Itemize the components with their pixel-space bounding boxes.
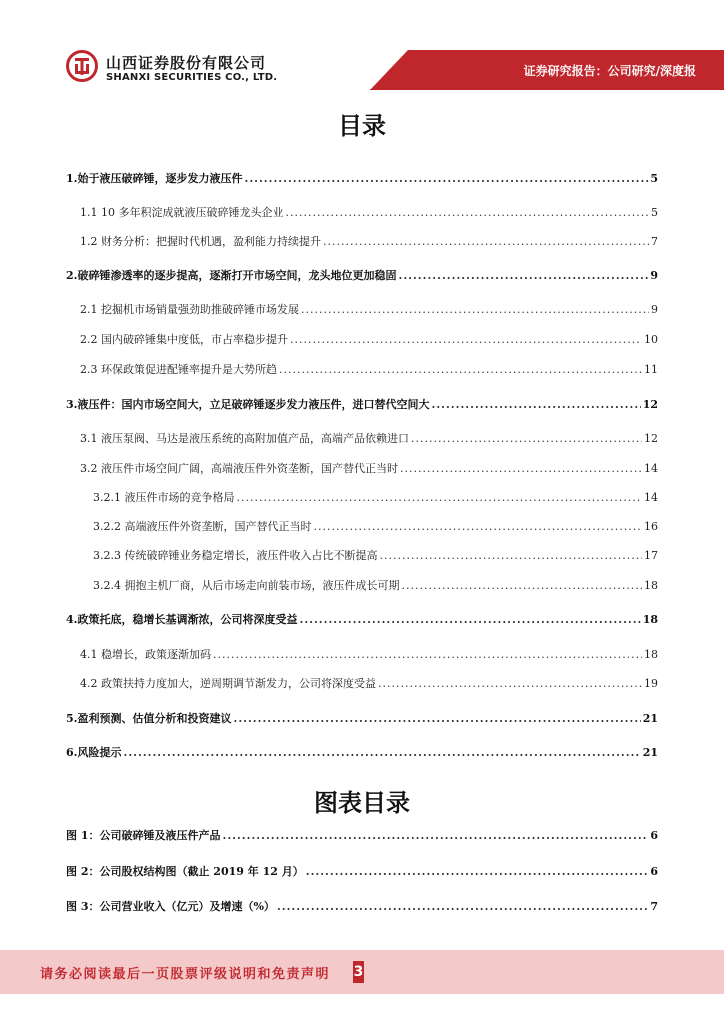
toc-entry-page: 10 (644, 333, 658, 346)
company-name-en: SHANXI SECURITIES CO., LTD. (106, 72, 278, 83)
toc-entry-text: 4.1 稳增长，政策逐渐加码 (80, 648, 211, 661)
toc-entry-page: 18 (644, 579, 658, 592)
figure-entry-text: 图 3：公司营业收入（亿元）及增速（%） (66, 900, 275, 913)
figure-entry-page: 7 (650, 900, 658, 913)
toc-entry-page: 18 (644, 648, 658, 661)
toc-entry-page: 16 (644, 520, 658, 533)
toc-entry-text: 1.1 10 多年积淀成就液压破碎锤龙头企业 (80, 206, 284, 219)
toc-entry-page: 12 (642, 398, 658, 411)
toc-entry-page: 11 (644, 363, 658, 376)
figure-entry-text: 图 1：公司破碎锤及液压件产品 (66, 829, 221, 842)
page-number: 3 (353, 961, 364, 983)
toc-entry-text: 3.2 液压件市场空间广阔，高端液压件外资垄断，国产替代正当时 (80, 462, 398, 475)
toc-entry-text: 2.3 环保政策促进配锤率提升是大势所趋 (80, 363, 277, 376)
toc-entry[interactable] (80, 675, 658, 693)
figure-entry[interactable] (66, 898, 658, 916)
toc-entry[interactable] (80, 301, 658, 319)
toc-entry[interactable] (66, 744, 658, 762)
toc-entry-text: 3.2.4 拥抱主机厂商，从后市场走向前装市场，液压件成长可期 (93, 579, 400, 592)
toc-entry[interactable] (66, 396, 658, 414)
toc-entry-page: 17 (644, 549, 658, 562)
toc-entry[interactable] (66, 710, 658, 728)
toc-entry-text: 2.1 挖掘机市场销量强劲助推破碎锤市场发展 (80, 303, 299, 316)
toc-entry-text: 1.2 财务分析：把握时代机遇，盈利能力持续提升 (80, 235, 321, 248)
toc-entry-page: 5 (651, 206, 658, 219)
toc-entry-text: 4.2 政策扶持力度加大，逆周期调节渐发力，公司将深度受益 (80, 677, 376, 690)
toc-entry-text: 3.2.1 液压件市场的竞争格局 (93, 491, 235, 504)
toc-entry[interactable] (80, 430, 658, 448)
toc-entry-page: 14 (644, 462, 658, 475)
figure-entry-page: 6 (650, 865, 658, 878)
toc-entry[interactable] (66, 170, 658, 188)
toc-entry[interactable] (80, 361, 658, 379)
toc-entry[interactable] (80, 331, 658, 349)
toc-entry[interactable] (80, 460, 658, 478)
toc-entry-page: 9 (651, 303, 658, 316)
toc-entry-text: 4.政策托底，稳增长基调渐浓，公司将深度受益 (66, 613, 298, 626)
toc-entry-page: 5 (650, 172, 658, 185)
toc-entry[interactable] (93, 518, 658, 536)
footer-disclaimer: 请务必阅读最后一页股票评级说明和免责声明 (40, 967, 331, 982)
figure-entry[interactable] (66, 863, 658, 881)
toc-entry-page: 12 (644, 432, 658, 445)
toc-entry-page: 21 (642, 712, 658, 725)
toc-entry-page: 7 (651, 235, 658, 248)
toc-entry[interactable] (93, 577, 658, 595)
toc-entry-text: 3.2.2 高端液压件外资垄断，国产替代正当时 (93, 520, 312, 533)
toc-entry-text: 6.风险提示 (66, 746, 122, 759)
figure-entry-page: 6 (650, 829, 658, 842)
toc-entry[interactable] (93, 489, 658, 507)
toc-entry-text: 2.破碎锤渗透率的逐步提高，逐渐打开市场空间，龙头地位更加稳固 (66, 269, 397, 282)
toc-entry-text: 5.盈利预测、估值分析和投资建议 (66, 712, 232, 725)
toc-entry[interactable] (80, 204, 658, 222)
figures-title: 图表目录 (314, 788, 410, 817)
toc-entry-text: 3.1 液压泵阀、马达是液压系统的高附加值产品，高端产品依赖进口 (80, 432, 409, 445)
toc-entry[interactable] (93, 547, 658, 565)
toc-entry-page: 9 (650, 269, 658, 282)
toc-entry-page: 21 (642, 746, 658, 759)
toc-entry-page: 19 (644, 677, 658, 690)
page-header (0, 0, 724, 96)
toc-entry[interactable] (66, 611, 658, 629)
figure-entry[interactable] (66, 827, 658, 845)
toc-entry-page: 14 (644, 491, 658, 504)
toc-entry-text: 3.液压件：国内市场空间大，立足破碎锤逐步发力液压件，进口替代空间大 (66, 398, 430, 411)
shanxi-securities-logo-icon (66, 50, 98, 82)
report-type-label: 证券研究报告：公司研究/深度报 (523, 64, 696, 78)
toc-entry[interactable] (66, 267, 658, 285)
toc-entry[interactable] (80, 233, 658, 251)
toc-title: 目录 (338, 111, 386, 140)
toc-entry[interactable] (80, 646, 658, 664)
toc-entry-text: 3.2.3 传统破碎锤业务稳定增长，液压件收入占比不断提高 (93, 549, 378, 562)
toc-entry-text: 1.始于液压破碎锤，逐步发力液压件 (66, 172, 243, 185)
company-name-cn: 山西证券股份有限公司 (106, 54, 267, 72)
figure-entry-text: 图 2：公司股权结构图（截止 2019 年 12 月） (66, 865, 304, 878)
toc-entry-page: 18 (642, 613, 658, 626)
toc-entry-text: 2.2 国内破碎锤集中度低，市占率稳步提升 (80, 333, 288, 346)
